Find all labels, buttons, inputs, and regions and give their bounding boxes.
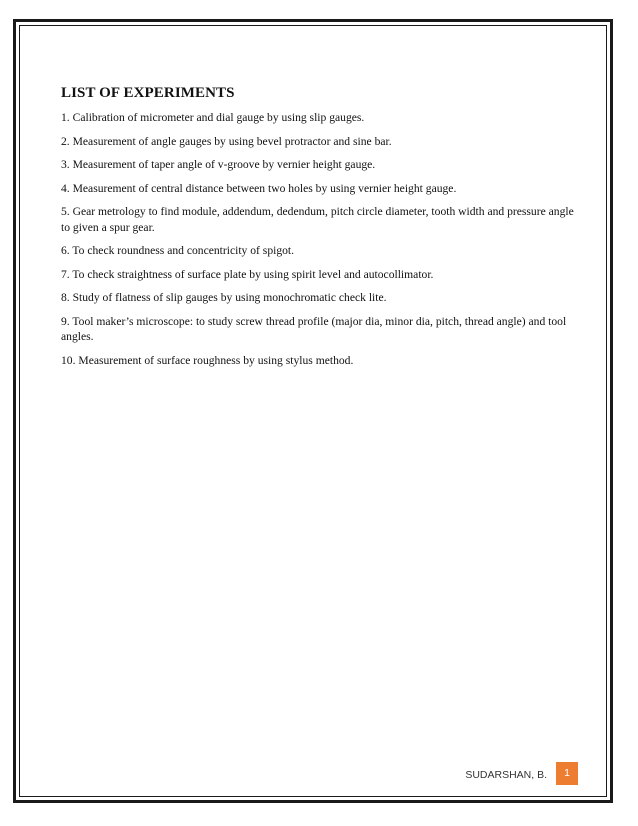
document-heading: LIST OF EXPERIMENTS [61,85,235,101]
list-item-6: 6. To check roundness and concentricity of spigot. [61,244,295,257]
footer-author: SUDARSHAN, B. [465,769,547,781]
page-number-badge: 1 [556,762,578,785]
list-item-2: 2. Measurement of angle gauges by using bevel protractor and sine bar. [61,134,392,148]
list-item-4: 4. Measurement of central distance between two holes by using vernier height gauge. [61,181,457,195]
list-item-3: 3. Measurement of taper angle of v-groove by vernier height gauge. [61,158,376,171]
list-item-1: 1. Calibration of micrometer and dial gauge by using slip gauges. [61,111,365,124]
list-item-7: 7. To check straightness of surface plate by using spirit level and autocollimator. [61,267,434,281]
list-item-10: 10. Measurement of surface roughness by using stylus method. [61,353,354,367]
document-body [61,84,581,376]
list-item-5: 5. Gear metrology to find module, addendum, dedendum, pitch circle diameter, tooth width and pressure angle to given a spur gear. [61,205,574,234]
list-item-8: 8. Study of flatness of slip gauges by using monochromatic check lite. [61,291,387,304]
list-item-9: 9. Tool maker’s microscope: to study screw thread profile (major dia, minor dia, pitch, thread angle) and tool angles. [61,314,567,343]
